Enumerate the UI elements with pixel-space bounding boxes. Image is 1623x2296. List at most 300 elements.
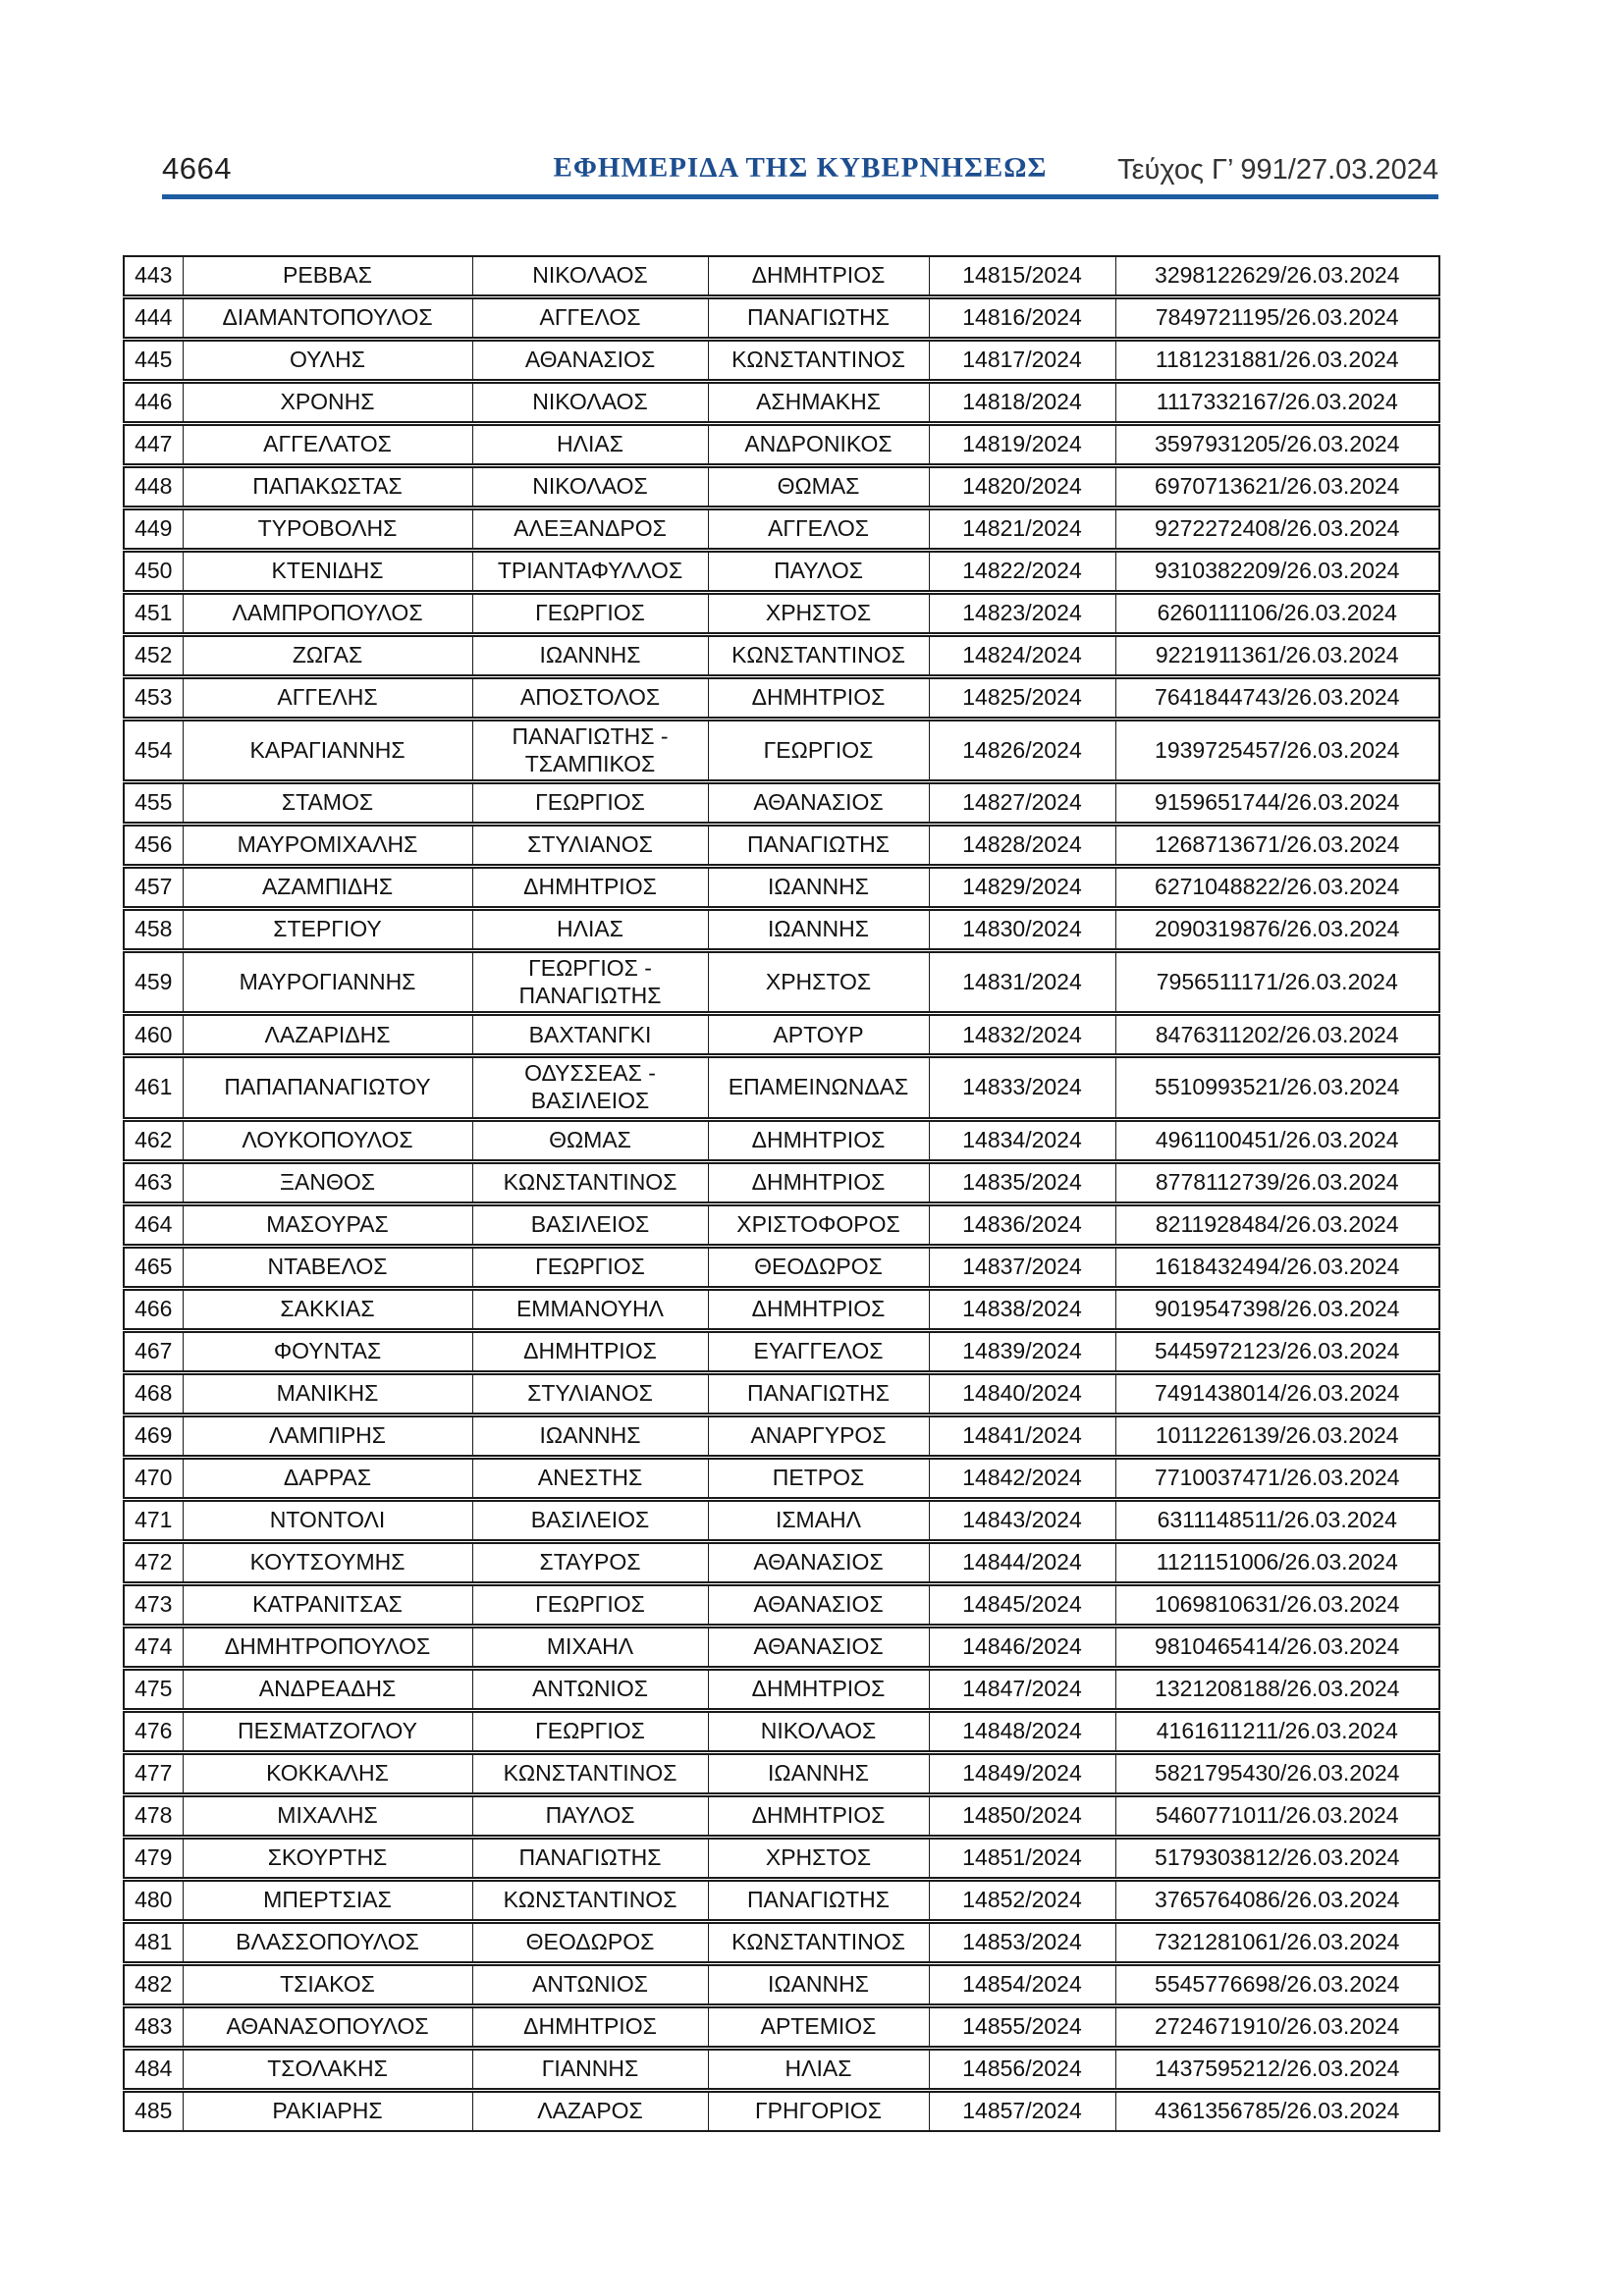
cell-surname: ΔΗΜΗΤΡΟΠΟΥΛΟΣ <box>183 1626 472 1668</box>
cell-protocol: 14823/2024 <box>929 593 1115 635</box>
cell-protocol: 14841/2024 <box>929 1415 1115 1457</box>
cell-no: 481 <box>124 1921 183 1963</box>
cell-first_name: ΒΑΣΙΛΕΙΟΣ <box>472 1203 708 1246</box>
cell-father_name: ΙΣΜΑΗΛ <box>708 1499 929 1541</box>
header-rule <box>162 194 1438 199</box>
cell-surname: ΤΣΙΑΚΟΣ <box>183 1963 472 2005</box>
cell-first_name: ΒΑΧΤΑΝΓΚΙ <box>472 1014 708 1056</box>
cell-father_name: ΑΘΑΝΑΣΙΟΣ <box>708 1541 929 1583</box>
cell-no: 460 <box>124 1014 183 1056</box>
cell-protocol: 14825/2024 <box>929 677 1115 720</box>
table-row <box>124 593 1439 635</box>
cell-father_name: ΗΛΙΑΣ <box>708 2048 929 2090</box>
cell-protocol: 14836/2024 <box>929 1203 1115 1246</box>
cell-no: 472 <box>124 1541 183 1583</box>
cell-father_name: ΑΡΤΟΥΡ <box>708 1014 929 1056</box>
cell-no: 449 <box>124 508 183 551</box>
cell-registration: 7710037471/26.03.2024 <box>1115 1457 1439 1499</box>
cell-father_name: ΙΩΑΝΝΗΣ <box>708 1963 929 2005</box>
table-row <box>124 1288 1439 1330</box>
cell-father_name: ΔΗΜΗΤΡΙΟΣ <box>708 1668 929 1710</box>
table-row <box>124 1014 1439 1056</box>
cell-no: 457 <box>124 867 183 909</box>
cell-father_name: ΔΗΜΗΤΡΙΟΣ <box>708 1288 929 1330</box>
cell-surname: ΒΛΑΣΣΟΠΟΥΛΟΣ <box>183 1921 472 1963</box>
cell-first_name: ΚΩΝΣΤΑΝΤΙΝΟΣ <box>472 1161 708 1203</box>
table-row <box>124 1457 1439 1499</box>
cell-protocol: 14851/2024 <box>929 1837 1115 1879</box>
table-row <box>124 2090 1439 2131</box>
table-row <box>124 2048 1439 2090</box>
cell-first_name: ΗΛΙΑΣ <box>472 424 708 466</box>
cell-first_name: ΜΙΧΑΗΛ <box>472 1626 708 1668</box>
gazette-title: ΕΦΗΜΕΡΙΔΑ ΤΗΣ ΚΥΒΕΡΝΗΣΕΩΣ <box>553 152 1048 184</box>
cell-registration: 3765764086/26.03.2024 <box>1115 1879 1439 1921</box>
cell-registration: 5460771011/26.03.2024 <box>1115 1794 1439 1837</box>
cell-protocol: 14827/2024 <box>929 782 1115 825</box>
cell-surname: ΜΑΝΙΚΗΣ <box>183 1372 472 1415</box>
cell-father_name: ΑΝΑΡΓΥΡΟΣ <box>708 1415 929 1457</box>
cell-registration: 7321281061/26.03.2024 <box>1115 1921 1439 1963</box>
table-row <box>124 466 1439 508</box>
cell-father_name: ΔΗΜΗΤΡΙΟΣ <box>708 1161 929 1203</box>
cell-surname: ΦΟΥΝΤΑΣ <box>183 1330 472 1372</box>
cell-first_name: ΟΔΥΣΣΕΑΣ - ΒΑΣΙΛΕΙΟΣ <box>472 1056 708 1119</box>
table-row <box>124 1963 1439 2005</box>
cell-surname: ΖΩΓΑΣ <box>183 635 472 677</box>
cell-protocol: 14829/2024 <box>929 867 1115 909</box>
cell-father_name: ΠΑΝΑΓΙΩΤΗΣ <box>708 825 929 867</box>
cell-surname: ΑΘΑΝΑΣΟΠΟΥΛΟΣ <box>183 2005 472 2048</box>
cell-protocol: 14848/2024 <box>929 1710 1115 1752</box>
cell-first_name: ΑΛΕΞΑΝΔΡΟΣ <box>472 508 708 551</box>
cell-registration: 2090319876/26.03.2024 <box>1115 909 1439 951</box>
cell-surname: ΑΝΔΡΕΑΔΗΣ <box>183 1668 472 1710</box>
cell-protocol: 14845/2024 <box>929 1583 1115 1626</box>
cell-surname: ΚΟΥΤΣΟΥΜΗΣ <box>183 1541 472 1583</box>
table-row <box>124 508 1439 551</box>
cell-father_name: ΠΑΝΑΓΙΩΤΗΣ <box>708 297 929 340</box>
cell-father_name: ΚΩΝΣΤΑΝΤΙΝΟΣ <box>708 340 929 382</box>
table-row <box>124 1921 1439 1963</box>
cell-no: 469 <box>124 1415 183 1457</box>
cell-no: 480 <box>124 1879 183 1921</box>
cell-no: 477 <box>124 1752 183 1794</box>
cell-registration: 6311148511/26.03.2024 <box>1115 1499 1439 1541</box>
cell-protocol: 14832/2024 <box>929 1014 1115 1056</box>
cell-surname: ΧΡΟΝΗΣ <box>183 382 472 424</box>
cell-registration: 1121151006/26.03.2024 <box>1115 1541 1439 1583</box>
cell-surname: ΜΑΥΡΟΜΙΧΑΛΗΣ <box>183 825 472 867</box>
cell-no: 479 <box>124 1837 183 1879</box>
cell-registration: 1939725457/26.03.2024 <box>1115 720 1439 782</box>
cell-father_name: ΕΠΑΜΕΙΝΩΝΔΑΣ <box>708 1056 929 1119</box>
cell-surname: ΚΑΤΡΑΝΙΤΣΑΣ <box>183 1583 472 1626</box>
cell-first_name: ΠΑΝΑΓΙΩΤΗΣ <box>472 1837 708 1879</box>
table-row <box>124 720 1439 782</box>
cell-first_name: ΙΩΑΝΝΗΣ <box>472 635 708 677</box>
cell-registration: 9272272408/26.03.2024 <box>1115 508 1439 551</box>
cell-no: 468 <box>124 1372 183 1415</box>
cell-father_name: ΝΙΚΟΛΑΟΣ <box>708 1710 929 1752</box>
cell-father_name: ΙΩΑΝΝΗΣ <box>708 1752 929 1794</box>
cell-protocol: 14843/2024 <box>929 1499 1115 1541</box>
cell-surname: ΠΑΠΑΠΑΝΑΓΙΩΤΟΥ <box>183 1056 472 1119</box>
cell-protocol: 14849/2024 <box>929 1752 1115 1794</box>
cell-registration: 1117332167/26.03.2024 <box>1115 382 1439 424</box>
cell-father_name: ΑΘΑΝΑΣΙΟΣ <box>708 1626 929 1668</box>
cell-surname: ΑΖΑΜΠΙΔΗΣ <box>183 867 472 909</box>
cell-no: 471 <box>124 1499 183 1541</box>
cell-first_name: ΑΝΤΩΝΙΟΣ <box>472 1668 708 1710</box>
cell-father_name: ΙΩΑΝΝΗΣ <box>708 909 929 951</box>
table-row <box>124 1056 1439 1119</box>
cell-no: 473 <box>124 1583 183 1626</box>
cell-father_name: ΕΥΑΓΓΕΛΟΣ <box>708 1330 929 1372</box>
cell-protocol: 14815/2024 <box>929 256 1115 297</box>
cell-father_name: ΠΑΝΑΓΙΩΤΗΣ <box>708 1372 929 1415</box>
table-row <box>124 1499 1439 1541</box>
cell-surname: ΛΑΜΠΡΟΠΟΥΛΟΣ <box>183 593 472 635</box>
cell-father_name: ΔΗΜΗΤΡΙΟΣ <box>708 677 929 720</box>
cell-first_name: ΒΑΣΙΛΕΙΟΣ <box>472 1499 708 1541</box>
cell-no: 459 <box>124 951 183 1014</box>
cell-father_name: ΑΘΑΝΑΣΙΟΣ <box>708 782 929 825</box>
cell-first_name: ΝΙΚΟΛΑΟΣ <box>472 256 708 297</box>
cell-father_name: ΙΩΑΝΝΗΣ <box>708 867 929 909</box>
cell-surname: ΡΑΚΙΑΡΗΣ <box>183 2090 472 2131</box>
cell-protocol: 14830/2024 <box>929 909 1115 951</box>
table-row <box>124 551 1439 593</box>
table-row <box>124 677 1439 720</box>
cell-surname: ΔΙΑΜΑΝΤΟΠΟΥΛΟΣ <box>183 297 472 340</box>
cell-first_name: ΓΕΩΡΓΙΟΣ <box>472 593 708 635</box>
cell-surname: ΝΤΟΝΤΟΛΙ <box>183 1499 472 1541</box>
cell-no: 446 <box>124 382 183 424</box>
cell-registration: 7641844743/26.03.2024 <box>1115 677 1439 720</box>
cell-surname: ΝΤΑΒΕΛΟΣ <box>183 1246 472 1288</box>
roster-table <box>123 255 1440 2132</box>
cell-registration: 8778112739/26.03.2024 <box>1115 1161 1439 1203</box>
cell-father_name: ΚΩΝΣΤΑΝΤΙΝΟΣ <box>708 635 929 677</box>
table-row <box>124 382 1439 424</box>
cell-protocol: 14855/2024 <box>929 2005 1115 2048</box>
cell-surname: ΛΑΜΠΙΡΗΣ <box>183 1415 472 1457</box>
cell-protocol: 14850/2024 <box>929 1794 1115 1837</box>
cell-surname: ΜΠΕΡΤΣΙΑΣ <box>183 1879 472 1921</box>
table-row <box>124 340 1439 382</box>
roster-table-body <box>124 256 1439 2131</box>
cell-no: 464 <box>124 1203 183 1246</box>
cell-father_name: ΑΝΔΡΟΝΙΚΟΣ <box>708 424 929 466</box>
cell-father_name: ΑΘΑΝΑΣΙΟΣ <box>708 1583 929 1626</box>
page-header <box>162 149 1438 190</box>
cell-registration: 3298122629/26.03.2024 <box>1115 256 1439 297</box>
cell-protocol: 14821/2024 <box>929 508 1115 551</box>
cell-no: 470 <box>124 1457 183 1499</box>
cell-registration: 1268713671/26.03.2024 <box>1115 825 1439 867</box>
cell-no: 466 <box>124 1288 183 1330</box>
cell-father_name: ΧΡΗΣΤΟΣ <box>708 593 929 635</box>
cell-surname: ΣΚΟΥΡΤΗΣ <box>183 1837 472 1879</box>
cell-father_name: ΠΑΥΛΟΣ <box>708 551 929 593</box>
cell-first_name: ΕΜΜΑΝΟΥΗΛ <box>472 1288 708 1330</box>
cell-father_name: ΚΩΝΣΤΑΝΤΙΝΟΣ <box>708 1921 929 1963</box>
table-row <box>124 1879 1439 1921</box>
cell-protocol: 14817/2024 <box>929 340 1115 382</box>
cell-first_name: ΔΗΜΗΤΡΙΟΣ <box>472 1330 708 1372</box>
cell-protocol: 14854/2024 <box>929 1963 1115 2005</box>
cell-first_name: ΓΙΑΝΝΗΣ <box>472 2048 708 2090</box>
cell-surname: ΤΣΟΛΑΚΗΣ <box>183 2048 472 2090</box>
cell-registration: 6970713621/26.03.2024 <box>1115 466 1439 508</box>
cell-protocol: 14818/2024 <box>929 382 1115 424</box>
cell-protocol: 14846/2024 <box>929 1626 1115 1668</box>
cell-no: 465 <box>124 1246 183 1288</box>
table-row <box>124 1203 1439 1246</box>
cell-no: 483 <box>124 2005 183 2048</box>
cell-protocol: 14847/2024 <box>929 1668 1115 1710</box>
table-row <box>124 1161 1439 1203</box>
cell-father_name: ΔΗΜΗΤΡΙΟΣ <box>708 1119 929 1161</box>
cell-registration: 7956511171/26.03.2024 <box>1115 951 1439 1014</box>
cell-protocol: 14816/2024 <box>929 297 1115 340</box>
cell-registration: 1011226139/26.03.2024 <box>1115 1415 1439 1457</box>
cell-protocol: 14826/2024 <box>929 720 1115 782</box>
cell-first_name: ΘΩΜΑΣ <box>472 1119 708 1161</box>
cell-surname: ΠΑΠΑΚΩΣΤΑΣ <box>183 466 472 508</box>
cell-first_name: ΤΡΙΑΝΤΑΦΥΛΛΟΣ <box>472 551 708 593</box>
cell-registration: 1437595212/26.03.2024 <box>1115 2048 1439 2090</box>
cell-registration: 6271048822/26.03.2024 <box>1115 867 1439 909</box>
table-row <box>124 1541 1439 1583</box>
cell-no: 474 <box>124 1626 183 1668</box>
cell-first_name: ΣΤΥΛΙΑΝΟΣ <box>472 825 708 867</box>
cell-father_name: ΑΓΓΕΛΟΣ <box>708 508 929 551</box>
table-row <box>124 1330 1439 1372</box>
table-row <box>124 825 1439 867</box>
cell-surname: ΚΟΚΚΑΛΗΣ <box>183 1752 472 1794</box>
cell-surname: ΣΑΚΚΙΑΣ <box>183 1288 472 1330</box>
table-row <box>124 1752 1439 1794</box>
cell-no: 467 <box>124 1330 183 1372</box>
cell-first_name: ΝΙΚΟΛΑΟΣ <box>472 466 708 508</box>
cell-first_name: ΚΩΝΣΤΑΝΤΙΝΟΣ <box>472 1752 708 1794</box>
cell-registration: 9019547398/26.03.2024 <box>1115 1288 1439 1330</box>
cell-registration: 5545776698/26.03.2024 <box>1115 1963 1439 2005</box>
cell-registration: 8476311202/26.03.2024 <box>1115 1014 1439 1056</box>
cell-first_name: ΚΩΝΣΤΑΝΤΙΝΟΣ <box>472 1879 708 1921</box>
roster-table-container <box>123 255 1438 2132</box>
cell-father_name: ΓΕΩΡΓΙΟΣ <box>708 720 929 782</box>
cell-registration: 4361356785/26.03.2024 <box>1115 2090 1439 2131</box>
cell-surname: ΣΤΕΡΓΙΟΥ <box>183 909 472 951</box>
cell-first_name: ΓΕΩΡΓΙΟΣ - ΠΑΝΑΓΙΩΤΗΣ <box>472 951 708 1014</box>
cell-registration: 7491438014/26.03.2024 <box>1115 1372 1439 1415</box>
cell-first_name: ΣΤΥΛΙΑΝΟΣ <box>472 1372 708 1415</box>
cell-no: 448 <box>124 466 183 508</box>
cell-father_name: ΧΡΙΣΤΟΦΟΡΟΣ <box>708 1203 929 1246</box>
cell-first_name: ΠΑΝΑΓΙΩΤΗΣ - ΤΣΑΜΠΙΚΟΣ <box>472 720 708 782</box>
cell-registration: 4961100451/26.03.2024 <box>1115 1119 1439 1161</box>
cell-no: 450 <box>124 551 183 593</box>
cell-registration: 4161611211/26.03.2024 <box>1115 1710 1439 1752</box>
cell-protocol: 14819/2024 <box>929 424 1115 466</box>
cell-father_name: ΠΕΤΡΟΣ <box>708 1457 929 1499</box>
cell-surname: ΤΥΡΟΒΟΛΗΣ <box>183 508 472 551</box>
cell-no: 463 <box>124 1161 183 1203</box>
cell-no: 476 <box>124 1710 183 1752</box>
cell-no: 462 <box>124 1119 183 1161</box>
cell-surname: ΞΑΝΘΟΣ <box>183 1161 472 1203</box>
cell-registration: 6260111106/26.03.2024 <box>1115 593 1439 635</box>
cell-protocol: 14856/2024 <box>929 2048 1115 2090</box>
cell-first_name: ΓΕΩΡΓΙΟΣ <box>472 1246 708 1288</box>
table-row <box>124 909 1439 951</box>
cell-first_name: ΑΝΕΣΤΗΣ <box>472 1457 708 1499</box>
cell-first_name: ΓΕΩΡΓΙΟΣ <box>472 1583 708 1626</box>
cell-surname: ΔΑΡΡΑΣ <box>183 1457 472 1499</box>
cell-father_name: ΓΡΗΓΟΡΙΟΣ <box>708 2090 929 2131</box>
cell-surname: ΚΤΕΝΙΔΗΣ <box>183 551 472 593</box>
cell-surname: ΜΑΣΟΥΡΑΣ <box>183 1203 472 1246</box>
cell-first_name: ΓΕΩΡΓΙΟΣ <box>472 1710 708 1752</box>
cell-protocol: 14857/2024 <box>929 2090 1115 2131</box>
cell-protocol: 14840/2024 <box>929 1372 1115 1415</box>
cell-first_name: ΛΑΖΑΡΟΣ <box>472 2090 708 2131</box>
cell-father_name: ΠΑΝΑΓΙΩΤΗΣ <box>708 1879 929 1921</box>
cell-protocol: 14820/2024 <box>929 466 1115 508</box>
cell-registration: 1321208188/26.03.2024 <box>1115 1668 1439 1710</box>
cell-first_name: ΑΠΟΣΤΟΛΟΣ <box>472 677 708 720</box>
cell-no: 461 <box>124 1056 183 1119</box>
cell-registration: 7849721195/26.03.2024 <box>1115 297 1439 340</box>
table-row <box>124 1794 1439 1837</box>
cell-father_name: ΑΡΤΕΜΙΟΣ <box>708 2005 929 2048</box>
cell-protocol: 14839/2024 <box>929 1330 1115 1372</box>
cell-father_name: ΘΕΟΔΩΡΟΣ <box>708 1246 929 1288</box>
table-row <box>124 297 1439 340</box>
cell-no: 485 <box>124 2090 183 2131</box>
cell-protocol: 14824/2024 <box>929 635 1115 677</box>
cell-first_name: ΑΝΤΩΝΙΟΣ <box>472 1963 708 2005</box>
cell-registration: 2724671910/26.03.2024 <box>1115 2005 1439 2048</box>
cell-father_name: ΧΡΗΣΤΟΣ <box>708 951 929 1014</box>
cell-registration: 8211928484/26.03.2024 <box>1115 1203 1439 1246</box>
cell-protocol: 14844/2024 <box>929 1541 1115 1583</box>
cell-protocol: 14831/2024 <box>929 951 1115 1014</box>
cell-no: 456 <box>124 825 183 867</box>
cell-surname: ΛΑΖΑΡΙΔΗΣ <box>183 1014 472 1056</box>
page-number: 4664 <box>162 151 232 186</box>
cell-father_name: ΔΗΜΗΤΡΙΟΣ <box>708 256 929 297</box>
cell-surname: ΜΑΥΡΟΓΙΑΝΝΗΣ <box>183 951 472 1014</box>
cell-registration: 5821795430/26.03.2024 <box>1115 1752 1439 1794</box>
cell-protocol: 14834/2024 <box>929 1119 1115 1161</box>
cell-registration: 1069810631/26.03.2024 <box>1115 1583 1439 1626</box>
table-row <box>124 1837 1439 1879</box>
cell-no: 447 <box>124 424 183 466</box>
cell-no: 451 <box>124 593 183 635</box>
cell-surname: ΜΙΧΑΛΗΣ <box>183 1794 472 1837</box>
cell-registration: 9221911361/26.03.2024 <box>1115 635 1439 677</box>
cell-surname: ΚΑΡΑΓΙΑΝΝΗΣ <box>183 720 472 782</box>
cell-first_name: ΔΗΜΗΤΡΙΟΣ <box>472 2005 708 2048</box>
cell-father_name: ΘΩΜΑΣ <box>708 466 929 508</box>
table-row <box>124 1119 1439 1161</box>
cell-first_name: ΑΘΑΝΑΣΙΟΣ <box>472 340 708 382</box>
cell-first_name: ΠΑΥΛΟΣ <box>472 1794 708 1837</box>
cell-protocol: 14833/2024 <box>929 1056 1115 1119</box>
cell-surname: ΑΓΓΕΛΑΤΟΣ <box>183 424 472 466</box>
cell-no: 452 <box>124 635 183 677</box>
issue-info: Τεύχος Γ’ 991/27.03.2024 <box>1117 154 1438 186</box>
cell-no: 455 <box>124 782 183 825</box>
cell-no: 458 <box>124 909 183 951</box>
table-row <box>124 424 1439 466</box>
table-row <box>124 1710 1439 1752</box>
cell-first_name: ΝΙΚΟΛΑΟΣ <box>472 382 708 424</box>
cell-registration: 1181231881/26.03.2024 <box>1115 340 1439 382</box>
table-row <box>124 1246 1439 1288</box>
table-row <box>124 1668 1439 1710</box>
cell-no: 475 <box>124 1668 183 1710</box>
cell-registration: 9310382209/26.03.2024 <box>1115 551 1439 593</box>
cell-first_name: ΣΤΑΥΡΟΣ <box>472 1541 708 1583</box>
table-row <box>124 635 1439 677</box>
cell-registration: 3597931205/26.03.2024 <box>1115 424 1439 466</box>
cell-surname: ΟΥΛΗΣ <box>183 340 472 382</box>
cell-no: 445 <box>124 340 183 382</box>
cell-no: 444 <box>124 297 183 340</box>
table-row <box>124 1415 1439 1457</box>
cell-no: 484 <box>124 2048 183 2090</box>
cell-surname: ΛΟΥΚΟΠΟΥΛΟΣ <box>183 1119 472 1161</box>
cell-protocol: 14853/2024 <box>929 1921 1115 1963</box>
cell-surname: ΠΕΣΜΑΤΖΟΓΛΟΥ <box>183 1710 472 1752</box>
cell-first_name: ΗΛΙΑΣ <box>472 909 708 951</box>
cell-first_name: ΘΕΟΔΩΡΟΣ <box>472 1921 708 1963</box>
cell-surname: ΣΤΑΜΟΣ <box>183 782 472 825</box>
cell-protocol: 14822/2024 <box>929 551 1115 593</box>
cell-father_name: ΔΗΜΗΤΡΙΟΣ <box>708 1794 929 1837</box>
table-row <box>124 951 1439 1014</box>
table-row <box>124 2005 1439 2048</box>
table-row <box>124 1626 1439 1668</box>
cell-no: 443 <box>135 262 173 289</box>
cell-protocol: 14828/2024 <box>929 825 1115 867</box>
cell-first_name: ΑΓΓΕΛΟΣ <box>472 297 708 340</box>
cell-protocol: 14838/2024 <box>929 1288 1115 1330</box>
cell-surname: ΑΓΓΕΛΗΣ <box>183 677 472 720</box>
cell-registration: 9159651744/26.03.2024 <box>1115 782 1439 825</box>
cell-first_name: ΙΩΑΝΝΗΣ <box>472 1415 708 1457</box>
cell-protocol: 14842/2024 <box>929 1457 1115 1499</box>
cell-first_name: ΔΗΜΗΤΡΙΟΣ <box>472 867 708 909</box>
table-row <box>124 782 1439 825</box>
cell-surname: ΡΕΒΒΑΣ <box>183 256 472 297</box>
cell-no: 453 <box>124 677 183 720</box>
cell-father_name: ΑΣΗΜΑΚΗΣ <box>708 382 929 424</box>
cell-no: 454 <box>124 720 183 782</box>
cell-protocol: 14837/2024 <box>929 1246 1115 1288</box>
cell-protocol: 14852/2024 <box>929 1879 1115 1921</box>
table-row <box>124 867 1439 909</box>
cell-registration: 9810465414/26.03.2024 <box>1115 1626 1439 1668</box>
cell-first_name: ΓΕΩΡΓΙΟΣ <box>472 782 708 825</box>
cell-registration: 1618432494/26.03.2024 <box>1115 1246 1439 1288</box>
cell-registration: 5445972123/26.03.2024 <box>1115 1330 1439 1372</box>
